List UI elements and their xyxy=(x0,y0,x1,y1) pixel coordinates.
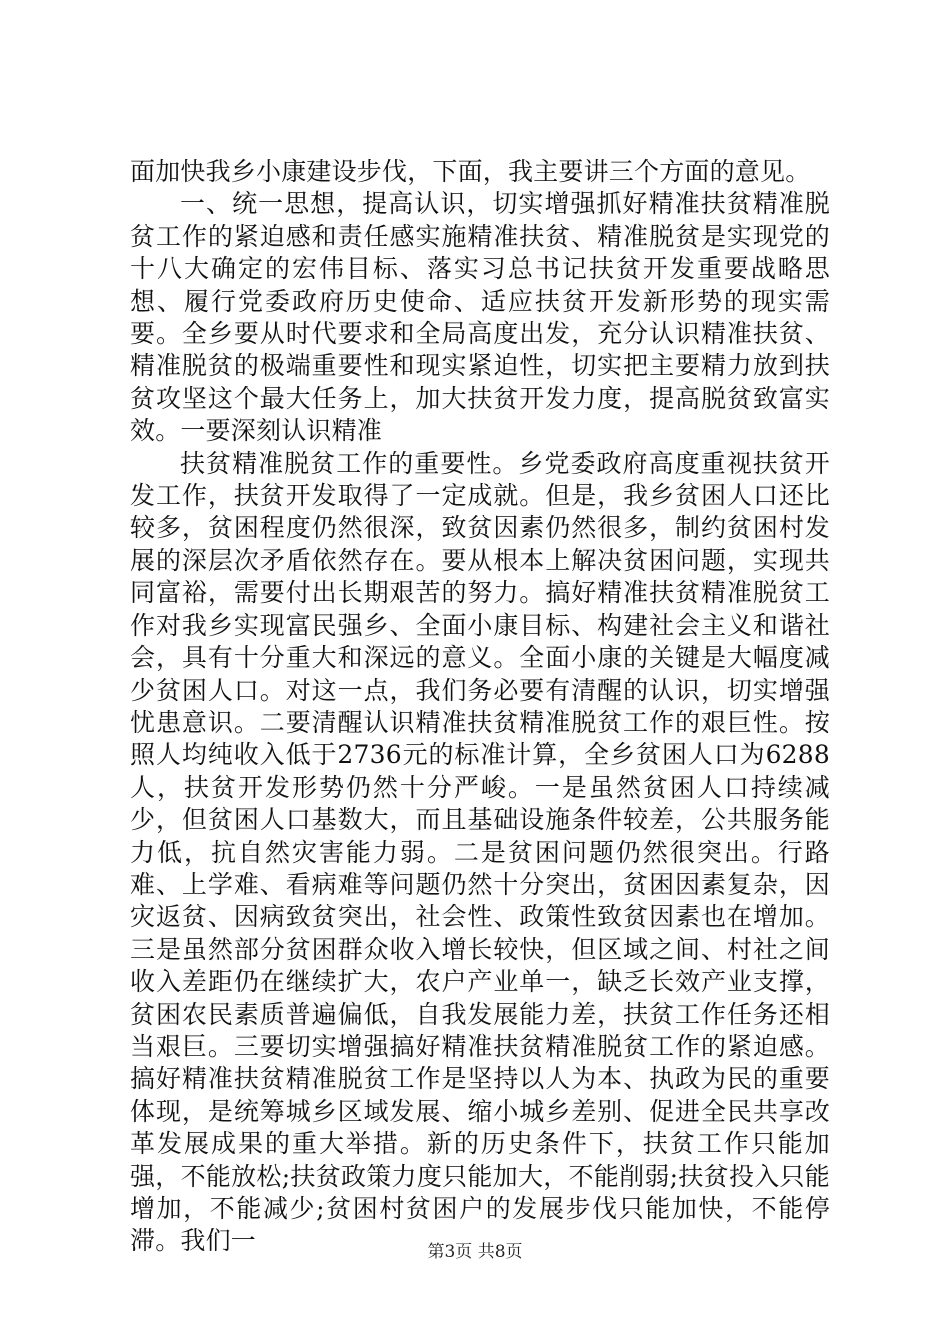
paragraph-poverty-work: 扶贫精准脱贫工作的重要性。乡党委政府高度重视扶贫开发工作，扶贫开发取得了一定成就。但是，我乡贫困人口还比较多，贫困程度仍然很深，致贫因素仍然很多，制约贫困村发展的深层次矛盾依然存在。要从根本上解决贫困问题，实现共同富裕，需要付出长期艰苦的努力。搞好精准扶贫精准脱贫工作对我乡实现富民强乡、全面小康目标、构建社会主义和谐社会，具有十分重大和深远的意义。全面小康的关键是大幅度减少贫困人口。对这一点，我们务必要有清醒的认识，切实增强忧患意识。二要清醒认识精准扶贫精准脱贫工作的艰巨性。按照人均纯收入低于2736元的标准计算，全乡贫困人口为6288人，扶贫开发形势仍然十分严峻。一是虽然贫困人口持续减少，但贫困人口基数大，而且基础设施条件较差，公共服务能力低，抗自然灾害能力弱。二是贫困问题仍然很突出。行路难、上学难、看病难等问题仍然十分突出，贫困因素复杂，因灾返贫、因病致贫突出，社会性、政策性致贫因素也在增加。三是虽然部分贫困群众收入增长较快，但区域之间、村社之间收入差距仍在继续扩大，农户产业单一，缺乏长效产业支撑，贫困农民素质普遍偏低，自我发展能力差，扶贫工作任务还相当艰巨。三要切实增强搞好精准扶贫精准脱贫工作的紧迫感。搞好精准扶贫精准脱贫工作是坚持以人为本、执政为民的重要体现，是统筹城乡区域发展、缩小城乡差别、促进全民共享改革发展成果的重大举措。新的历史条件下，扶贫工作只能加强，不能放松;扶贫政策力度只能加大，不能削弱;扶贫投入只能增加，不能减少;贫困村贫困户的发展步伐只能加快，不能停滞。我们一 xyxy=(130,448,830,1256)
page-number-footer: 第3页 共8页 xyxy=(427,1242,523,1262)
paragraph-section-one: 一、统一思想，提高认识，切实增强抓好精准扶贫精准脱贫工作的紧迫感和责任感实施精准扶贫、精准脱贫是实现党的十八大确定的宏伟目标、落实习总书记扶贫开发重要战略思想、履行党委政府历史使命、适应扶贫开发新形势的现实需要。全乡要从时代要求和全局高度出发，充分认识精准扶贫、精准脱贫的极端重要性和现实紧迫性，切实把主要精力放到扶贫攻坚这个最大任务上，加大扶贫开发力度，提高脱贫致富实效。一要深刻认识精准 xyxy=(130,189,830,446)
document-body xyxy=(130,156,830,1258)
paragraph-continuation: 面加快我乡小康建设步伐，下面，我主要讲三个方面的意见。 xyxy=(130,157,811,186)
